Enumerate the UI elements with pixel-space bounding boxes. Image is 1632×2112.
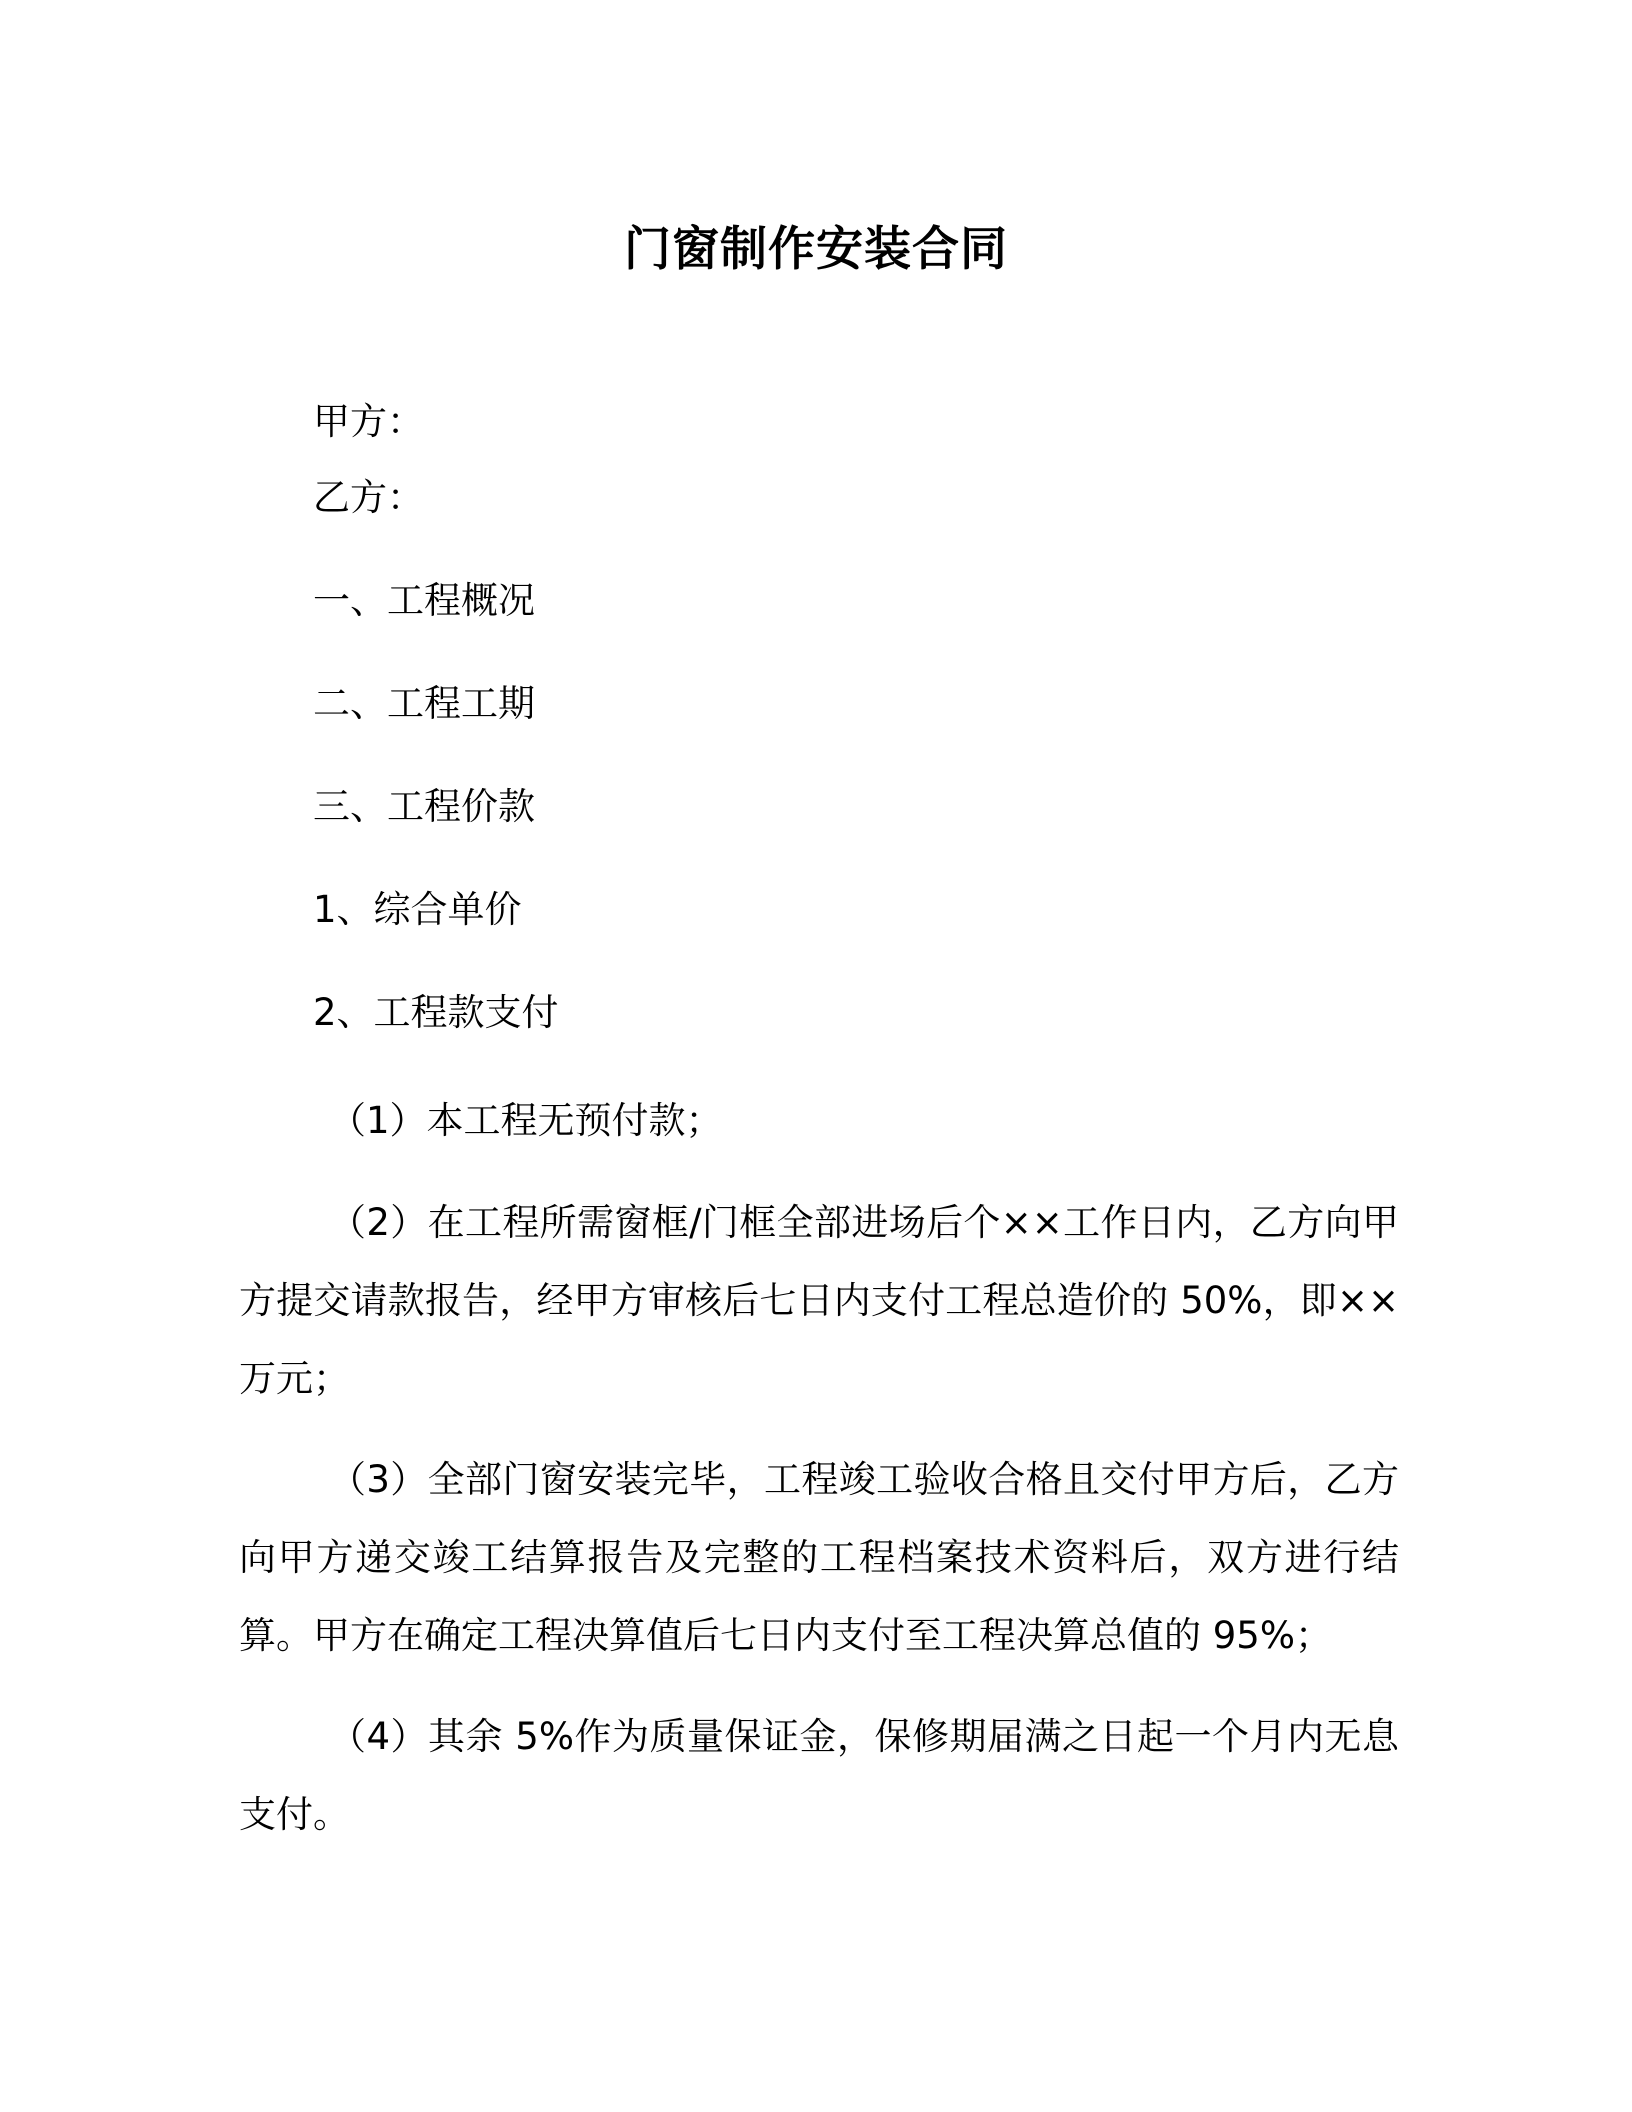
contract-title: 门窗制作安装合同 bbox=[624, 222, 1008, 277]
payment-clause-2: （2）在工程所需窗框/门框全部进场后个××工作日内，乙方向甲方提交请款报告，经甲方审核后七日内支付工程总造价的 50%，即××万元； bbox=[239, 1201, 1399, 1400]
section-heading-schedule: 二、工程工期 bbox=[313, 682, 535, 725]
party-b-label: 乙方： bbox=[313, 476, 424, 519]
payment-clause-1: （1）本工程无预付款； bbox=[329, 1099, 723, 1142]
item-payment: 2、工程款支付 bbox=[313, 991, 559, 1034]
section-heading-overview: 一、工程概况 bbox=[313, 579, 535, 622]
party-a-label: 甲方： bbox=[313, 400, 424, 443]
item-unit-price: 1、综合单价 bbox=[313, 888, 522, 931]
payment-clause-3: （3）全部门窗安装完毕，工程竣工验收合格且交付甲方后，乙方向甲方递交竣工结算报告及完整的工程档案技术资料后，双方进行结算。甲方在确定工程决算值后七日内支付至工程决算总值的 95%； bbox=[239, 1458, 1399, 1657]
payment-clause-4: （4）其余 5%作为质量保证金，保修期届满之日起一个月内无息支付。 bbox=[239, 1715, 1399, 1836]
section-heading-price: 三、工程价款 bbox=[313, 785, 535, 828]
